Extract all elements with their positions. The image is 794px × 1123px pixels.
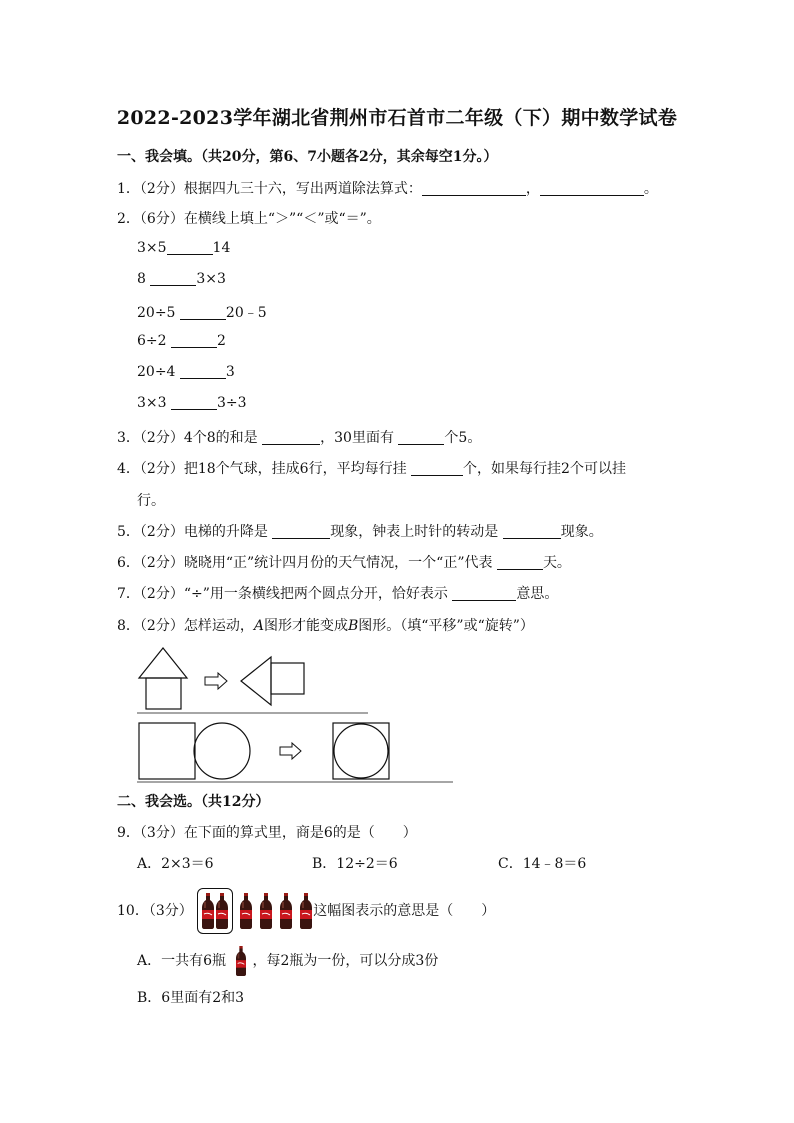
section-heading-2: 二、我会选。（共12分） (117, 794, 270, 810)
question-text: 晓晓用“正”统计四月份的天气情况，一个“正”代表 (183, 555, 493, 571)
question-score: （2分） (139, 461, 184, 477)
square-circle-figure (139, 723, 250, 779)
question-text: 这幅图表示的意思是（ ） (313, 903, 496, 919)
comparison-left: 8 (137, 271, 146, 287)
question-score: （2分） (139, 524, 184, 540)
question-text: “÷”用一条横线把两个圆点分开，恰好表示 (183, 586, 448, 602)
question-10 (117, 888, 495, 928)
question-score: （2分） (139, 586, 184, 602)
question-text: 个5。 (444, 430, 482, 446)
question-text: 个，如果每行挂2个可以挂 (463, 461, 626, 477)
option-a[interactable] (137, 946, 438, 976)
question-text: 根据四九三十六，写出两道除法算式： (183, 181, 422, 197)
question-score: （3分） (148, 903, 193, 919)
question-text: 天。 (542, 555, 571, 571)
house-figure (139, 648, 187, 709)
question-score: （3分） (139, 825, 184, 841)
period: 。 (643, 181, 658, 197)
question-number: 4． (117, 461, 140, 477)
question-text: 现象。 (560, 524, 603, 540)
question-text: 在下面的算式里，商是6的是（ ） (183, 825, 417, 841)
comparison-right: 3÷3 (217, 395, 247, 411)
question-number: 5． (117, 524, 140, 540)
cola-bottle-icon (279, 893, 293, 929)
bottle-group-box (197, 888, 233, 934)
question-text: 图形。（填“平移”或“旋转”） (358, 618, 534, 634)
section-heading-1: 一、我会填。（共20分，第6、7小题各2分，其余每空1分。） (117, 149, 498, 165)
question-score: （2分） (139, 618, 184, 634)
circle-in-square-figure (333, 723, 389, 779)
question-score: （2分） (139, 430, 184, 446)
question-score: （6分） (139, 211, 184, 227)
question-score: （2分） (139, 555, 184, 571)
question-number: 2． (117, 211, 140, 227)
comparison-right: 20﹣5 (225, 305, 267, 321)
option-a[interactable]: A．2×3＝6 (137, 856, 214, 872)
cola-bottle-icon (234, 946, 248, 976)
question-number: 1． (117, 181, 140, 197)
question-text: 电梯的升降是 (183, 524, 268, 540)
question-text: 图形才能变成 (263, 618, 348, 634)
question-number: 10． (117, 903, 149, 919)
option-c[interactable]: C．14﹣8＝6 (498, 856, 587, 872)
cola-bottle-icon (215, 893, 229, 929)
question-text: 把18个气球，挂成6行，平均每行挂 (183, 461, 407, 477)
separator: ， (525, 181, 540, 197)
question-number: 9． (117, 825, 140, 841)
cola-bottle-icon (239, 893, 253, 929)
cola-bottle-icon (259, 893, 273, 929)
question-number: 7． (117, 586, 140, 602)
question-text: 意思。 (516, 586, 559, 602)
figure-label-b: B (347, 618, 359, 634)
comparison-left: 3×3 (137, 395, 167, 411)
option-text: ，每2瓶为一份，可以分成3份 (252, 953, 439, 969)
hollow-arrow-icon (280, 743, 301, 759)
question-number: 3． (117, 430, 140, 446)
comparison-right: 3×3 (196, 271, 226, 287)
comparison-right: 2 (217, 333, 226, 349)
option-text: A．一共有6瓶 (137, 953, 227, 969)
comparison-right: 3 (225, 364, 235, 380)
figure-label-a: A (253, 618, 264, 634)
question-text: 在横线上填上“＞”“＜”或“＝”。 (183, 211, 381, 227)
question-score: （2分） (139, 181, 184, 197)
question-text: 行。 (137, 493, 165, 509)
comparison-left: 20÷5 (137, 305, 176, 321)
question-text: 怎样运动， (183, 618, 254, 634)
question-number: 8． (117, 618, 140, 634)
question-number: 6． (117, 555, 140, 571)
cola-bottle-icon (201, 893, 215, 929)
question-text: 4个8的和是 (183, 430, 258, 446)
comparison-left: 3×5 (137, 240, 167, 256)
question-text: 现象，钟表上时针的转动是 (330, 524, 499, 540)
question-text: ，30里面有 (320, 430, 394, 446)
page-title: 2022-2023学年湖北省荆州市石首市二年级（下）期中数学试卷 (116, 107, 678, 129)
cola-bottle-icon (299, 893, 313, 929)
hollow-arrow-icon (205, 673, 227, 689)
question-9 (117, 822, 417, 842)
option-b[interactable]: B．12÷2＝6 (312, 856, 398, 872)
comparison-right: 14 (212, 240, 231, 256)
comparison-left: 20÷4 (137, 364, 176, 380)
rotated-house-figure (241, 657, 304, 705)
option-b[interactable]: B．6里面有2和3 (137, 990, 245, 1006)
comparison-left: 6÷2 (137, 333, 167, 349)
